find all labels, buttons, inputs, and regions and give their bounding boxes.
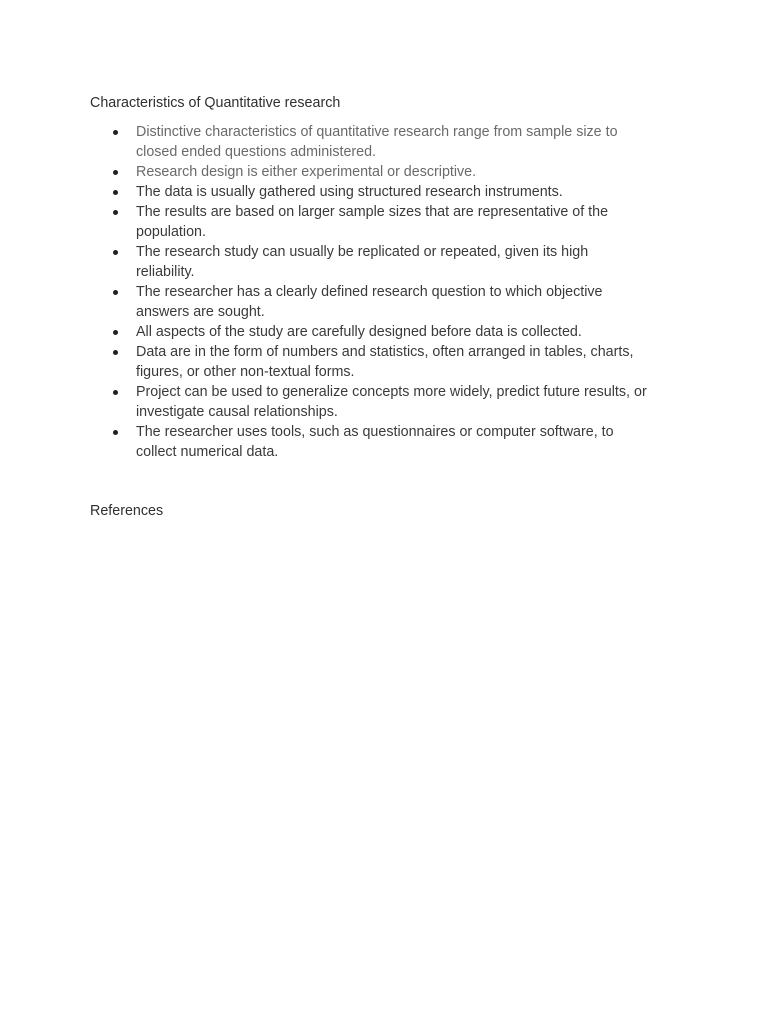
list-item <box>90 242 690 282</box>
bullet-dot-icon <box>113 350 118 355</box>
bullet-dot-icon <box>113 390 118 395</box>
list-item-text: Research design is either experimental or descriptive. <box>136 164 477 180</box>
bullet-dot-icon <box>113 130 118 135</box>
list-item-text: Distinctive characteristics of quantitative research range from sample size to <box>136 124 618 140</box>
bullet-dot-icon <box>113 190 118 195</box>
list-item-text: collect numerical data. <box>136 444 279 460</box>
list-item-text: The researcher uses tools, such as questionnaires or computer software, to <box>136 424 614 440</box>
list-item-text: The researcher has a clearly defined research question to which objective <box>136 284 603 300</box>
list-item <box>90 322 690 342</box>
document-title: Characteristics of Quantitative research <box>90 95 341 111</box>
list-item-text: figures, or other non-textual forms. <box>136 364 355 380</box>
bullet-dot-icon <box>113 170 118 175</box>
list-item <box>90 182 690 202</box>
list-item <box>90 382 690 422</box>
list-item-text: The research study can usually be replicated or repeated, given its high <box>136 244 589 260</box>
list-item-text: closed ended questions administered. <box>136 144 377 160</box>
list-item-text: Project can be used to generalize concepts more widely, predict future results, or <box>136 384 647 400</box>
list-item-text: The results are based on larger sample sizes that are representative of the <box>136 204 609 220</box>
list-item <box>90 162 690 182</box>
list-item-text: The data is usually gathered using structured research instruments. <box>136 184 563 200</box>
list-item-text: answers are sought. <box>136 304 265 320</box>
bullet-dot-icon <box>113 210 118 215</box>
bullet-dot-icon <box>113 290 118 295</box>
list-item <box>90 122 690 162</box>
list-item <box>90 342 690 382</box>
list-item-text: population. <box>136 224 206 240</box>
references-heading: References <box>90 503 164 519</box>
list-item-text: Data are in the form of numbers and statistics, often arranged in tables, charts, <box>136 344 634 360</box>
characteristics-list <box>90 122 690 462</box>
bullet-dot-icon <box>113 250 118 255</box>
list-item-text: investigate causal relationships. <box>136 404 338 420</box>
bullet-dot-icon <box>113 430 118 435</box>
list-item <box>90 282 690 322</box>
list-item <box>90 422 690 462</box>
bullet-dot-icon <box>113 330 118 335</box>
list-item-text: All aspects of the study are carefully designed before data is collected. <box>136 324 582 340</box>
list-item-text: reliability. <box>136 264 195 280</box>
list-item <box>90 202 690 242</box>
